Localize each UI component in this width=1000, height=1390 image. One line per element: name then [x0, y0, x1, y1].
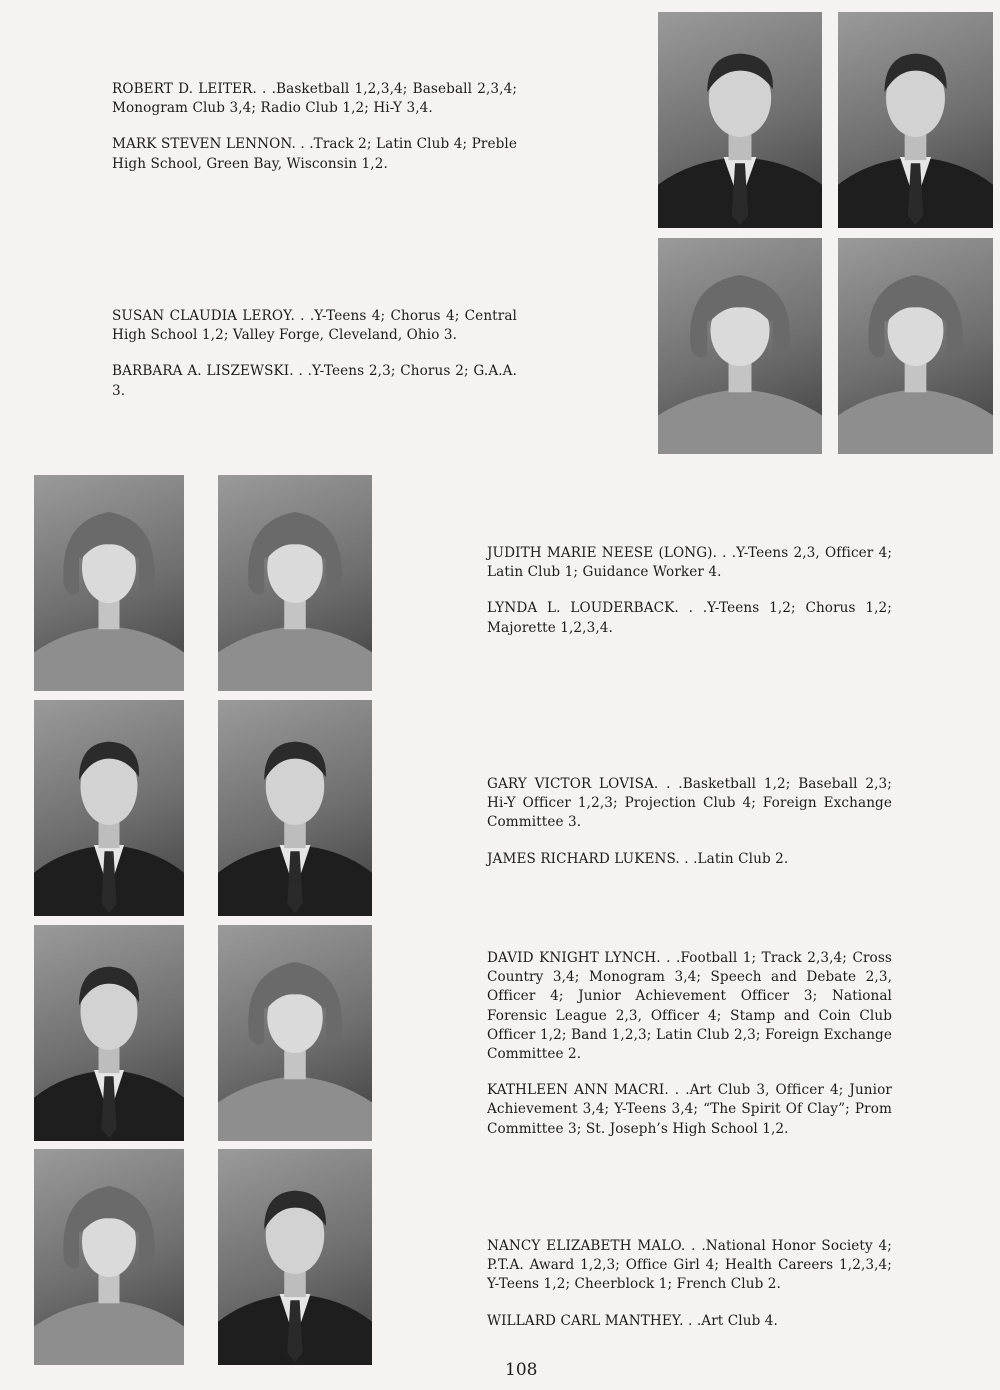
portrait-silhouette-icon — [218, 700, 372, 916]
bio-entry-lynch: DAVID KNIGHT LYNCH. . .Football 1; Track 2,3,4; Cross Country 3,4; Monogram 3,4; Speech and Debate 2,3, Officer 4; Junior Achievement Officer 3; National Forensic League 2,3, Officer 4; Stamp and Coin Club Officer 1,2; Band 1,2,3; Latin Club 2,3; Foreign Exchange Committee 2. — [487, 950, 892, 1063]
bio-block-2 — [112, 307, 517, 401]
portrait-photo-lovisa — [34, 700, 184, 916]
bio-block-6 — [487, 1237, 892, 1331]
portrait-silhouette-icon — [34, 700, 184, 916]
bio-entry-leroy: SUSAN CLAUDIA LEROY. . .Y-Teens 4; Chorus 4; Central High School 1,2; Valley Forge, Cleveland, Ohio 3. — [112, 308, 517, 344]
portrait-photo-lynch — [34, 925, 184, 1141]
portrait-photo-lennon — [838, 12, 993, 228]
portrait-photo-leiter — [658, 12, 822, 228]
bio-block-5 — [487, 949, 892, 1139]
portrait-photo-macri — [218, 925, 372, 1141]
portrait-silhouette-icon — [34, 475, 184, 691]
portrait-silhouette-icon — [838, 12, 993, 228]
bio-entry-lennon: MARK STEVEN LENNON. . .Track 2; Latin Club 4; Preble High School, Green Bay, Wisconsin 1,2. — [112, 136, 517, 172]
bio-entry-louderback: LYNDA L. LOUDERBACK. . .Y-Teens 1,2; Chorus 1,2; Majorette 1,2,3,4. — [487, 600, 892, 636]
portrait-silhouette-icon — [218, 475, 372, 691]
portrait-photo-liszewski — [838, 238, 993, 454]
portrait-silhouette-icon — [658, 12, 822, 228]
bio-entry-liszewski: BARBARA A. LISZEWSKI. . .Y-Teens 2,3; Chorus 2; G.A.A. 3. — [112, 363, 517, 399]
portrait-photo-manthey — [218, 1149, 372, 1365]
bio-block-4 — [487, 775, 892, 869]
bio-block-3 — [487, 544, 892, 638]
portrait-photo-leroy — [658, 238, 822, 454]
portrait-photo-lukens — [218, 700, 372, 916]
portrait-silhouette-icon — [218, 925, 372, 1141]
bio-entry-macri: KATHLEEN ANN MACRI. . .Art Club 3, Officer 4; Junior Achievement 3,4; Y-Teens 3,4; “The Spirit Of Clay”; Prom Committee 3; St. Joseph’s High School 1,2. — [487, 1082, 892, 1137]
bio-entry-lukens: JAMES RICHARD LUKENS. . .Latin Club 2. — [487, 850, 789, 867]
bio-block-1 — [112, 80, 517, 174]
portrait-silhouette-icon — [838, 238, 993, 454]
bio-entry-lovisa: GARY VICTOR LOVISA. . .Basketball 1,2; Baseball 2,3; Hi-Y Officer 1,2,3; Projection Club 4; Foreign Exchange Committee 3. — [487, 776, 892, 831]
portrait-photo-malo — [34, 1149, 184, 1365]
portrait-silhouette-icon — [218, 1149, 372, 1365]
bio-entry-manthey: WILLARD CARL MANTHEY. . .Art Club 4. — [487, 1312, 778, 1329]
bio-entry-malo: NANCY ELIZABETH MALO. . .National Honor Society 4; P.T.A. Award 1,2,3; Office Girl 4; Health Careers 1,2,3,4; Y-Teens 1,2; Cheerblock 1; French Club 2. — [487, 1238, 892, 1293]
bio-entry-leiter: ROBERT D. LEITER. . .Basketball 1,2,3,4; Baseball 2,3,4; Monogram Club 3,4; Radio Club 1,2; Hi-Y 3,4. — [112, 81, 517, 117]
portrait-photo-neese — [34, 475, 184, 691]
bio-entry-neese: JUDITH MARIE NEESE (LONG). . .Y-Teens 2,3, Officer 4; Latin Club 1; Guidance Worker 4. — [487, 545, 892, 581]
portrait-silhouette-icon — [34, 1149, 184, 1365]
portrait-silhouette-icon — [34, 925, 184, 1141]
page-number: 108 — [505, 1360, 538, 1380]
portrait-photo-louderback — [218, 475, 372, 691]
portrait-silhouette-icon — [658, 238, 822, 454]
